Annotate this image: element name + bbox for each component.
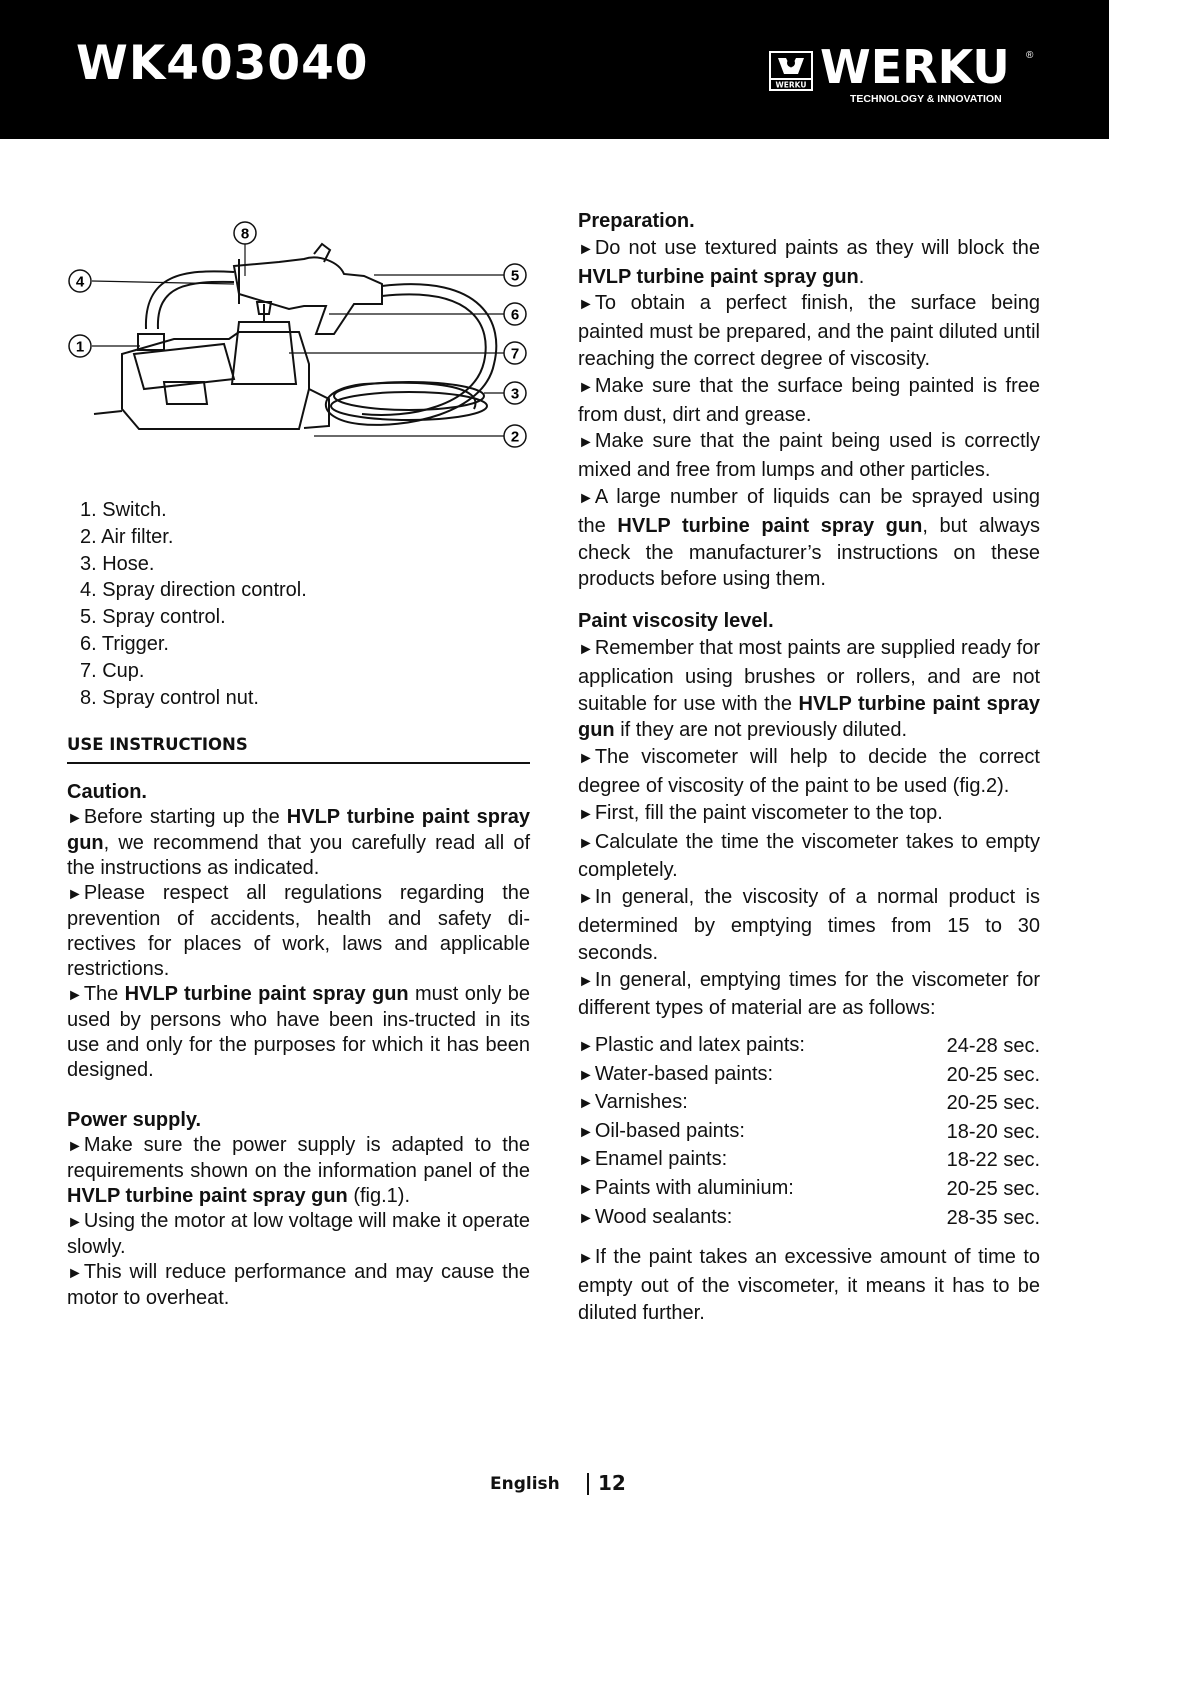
callout-6 [504,303,526,325]
list-item: 5. Spray control. [80,606,226,629]
bullet-arrow-icon: ► [67,987,83,1004]
viscosity-paragraph-1: ►Remember that most paints are supplied ready for application using brushes or rollers, and are not suitable for use with the HVLP turbine paint spray gun if they are not previously diluted. [578,636,1040,742]
use-instructions-heading: USE INSTRUCTIONS [67,735,530,764]
list-item: 2. Air filter. [80,525,174,548]
table-row: ►Enamel paints: 18-22 sec. [578,1148,1040,1172]
bullet-arrow-icon: ► [578,890,594,908]
bullet-arrow-icon: ► [67,1265,83,1282]
callout-1-label: 1 [75,338,85,356]
bullet-arrow-icon: ► [578,1152,594,1170]
bullet-arrow-icon: ► [578,1181,594,1199]
werku-emblem-icon [768,50,814,92]
bullet-arrow-icon: ► [578,640,594,658]
bullet-arrow-icon: ► [578,805,594,823]
list-item: 4. Spray direction control. [80,579,307,602]
brand-tagline: TECHNOLOGY & INNOVATION [850,93,1002,105]
preparation-paragraph-3: ►Make sure that the surface being painted is free from dust, dirt and grease. [578,374,1040,426]
callout-8-label: 8 [240,225,250,243]
logo-small-text: WERKU [775,80,807,90]
callout-7 [504,342,526,364]
table-row: ►Plastic and latex paints: 24-28 sec. [578,1034,1040,1058]
list-item: 3. Hose. [80,552,155,575]
caution-paragraph-2: ►Please respect all regulations regarding the prevention of accidents, health and safety di-rectives for places of work, laws and applicable restrictions. [67,882,530,980]
bullet-arrow-icon: ► [578,972,594,990]
parts-list [80,497,307,711]
bullet-arrow-icon: ► [578,1250,594,1268]
list-item: 7. Cup. [80,659,145,682]
bullet-arrow-icon: ► [578,1095,594,1113]
callout-4-label: 4 [75,273,85,291]
preparation-paragraph-1: ►Do not use textured paints as they will block the HVLP turbine paint spray gun. [578,236,1040,288]
brand-logo [768,40,1040,108]
power-supply-title: Power supply. [67,1109,202,1131]
callout-8 [234,222,256,244]
footer-language: English [490,1474,560,1494]
caution-paragraph-3: ►The HVLP turbine paint spray gun must only be used by persons who have been ins-tructed in its use and only for the purposes for which it has been designed. [67,983,530,1081]
bullet-arrow-icon: ► [578,750,594,768]
spray-gun-illustration [64,214,536,466]
bullet-arrow-icon: ► [578,434,594,452]
viscosity-paragraph-3: ►First, fill the paint viscometer to the top. [578,801,943,824]
brand-name: WERKU [820,40,1010,94]
bullet-arrow-icon: ► [67,886,83,903]
list-item: 1. Switch. [80,499,167,521]
bullet-arrow-icon: ► [578,489,594,507]
power-paragraph-2: ►Using the motor at low voltage will make it operate slowly. [67,1210,530,1258]
callout-6-label: 6 [510,306,520,324]
spray-gun-figure [64,214,536,466]
list-item: 6. Trigger. [80,632,169,655]
footer-divider [587,1473,589,1495]
bullet-arrow-icon: ► [578,296,594,314]
table-row: ►Oil-based paints: 18-20 sec. [578,1119,1040,1143]
viscosity-paragraph-4: ►Calculate the time the viscometer takes to empty completely. [578,830,1040,882]
bullet-arrow-icon: ► [578,1038,594,1056]
viscosity-title: Paint viscosity level. [578,610,774,633]
callout-3 [504,382,526,404]
registered-mark: ® [1026,50,1034,61]
power-paragraph-3: ►This will reduce performance and may cause the motor to overheat. [67,1261,530,1309]
caution-paragraph-1: ►Before starting up the HVLP turbine paint spray gun, we recommend that you carefully read all of the instructions as indicated. [67,806,530,879]
table-row: ►Paints with aluminium: 20-25 sec. [578,1177,1040,1201]
list-item: 8. Spray control nut. [80,686,259,709]
power-paragraph-1: ►Make sure the power supply is adapted to the requirements shown on the information panel of the HVLP turbine paint spray gun (fig.1). [67,1134,530,1207]
bullet-arrow-icon: ► [578,378,594,396]
preparation-title: Preparation. [578,210,695,232]
preparation-paragraph-5: ►A large number of liquids can be sprayed using the HVLP turbine paint spray gun, but always check the manufacturer’s instructions on these products before using them. [578,485,1041,591]
left-column [67,735,530,1311]
header-bar [0,0,1109,139]
callout-3-label: 3 [510,385,520,403]
viscosity-paragraph-5: ►In general, the viscosity of a normal product is determined by emptying times from 15 to 30 seconds. [578,886,1040,964]
caution-title: Caution. [67,781,147,803]
bullet-arrow-icon: ► [578,240,594,258]
page-footer [490,1471,690,1497]
bullet-arrow-icon: ► [578,834,594,852]
viscosity-paragraph-7: ►If the paint takes an excessive amount of time to empty out of the viscometer, it means it has to be diluted further. [578,1246,1040,1324]
preparation-paragraph-4: ►Make sure that the paint being used is correctly mixed and free from lumps and other particles. [578,430,1040,482]
bullet-arrow-icon: ► [578,1209,594,1227]
bullet-arrow-icon: ► [578,1066,594,1084]
right-column [578,208,1040,1327]
callout-2 [504,425,526,447]
bullet-arrow-icon: ► [67,1214,83,1231]
table-row: ►Water-based paints: 20-25 sec. [578,1062,1040,1086]
emptying-times-table [578,1032,1040,1232]
page-number: 12 [598,1471,626,1495]
viscosity-paragraph-6: ►In general, emptying times for the viscometer for different types of material are as follows: [578,968,1040,1020]
callout-4 [69,270,91,292]
table-row: ►Varnishes: 20-25 sec. [578,1091,1040,1115]
callout-5-label: 5 [510,267,520,285]
bullet-arrow-icon: ► [67,1138,83,1155]
bullet-arrow-icon: ► [578,1123,594,1141]
table-row: ►Wood sealants: 28-35 sec. [578,1205,1040,1229]
callout-1 [69,335,91,357]
model-number: WK403040 [76,36,369,91]
callout-7-label: 7 [510,345,520,363]
callout-2-label: 2 [510,428,520,446]
preparation-paragraph-2: ►To obtain a perfect finish, the surface being painted must be prepared, and the paint diluted until reaching the correct degree of viscosity. [578,292,1040,370]
viscosity-paragraph-2: ►The viscometer will help to decide the correct degree of viscosity of the paint to be used (fig.2). [578,746,1040,797]
callout-5 [504,264,526,286]
bullet-arrow-icon: ► [67,810,83,827]
